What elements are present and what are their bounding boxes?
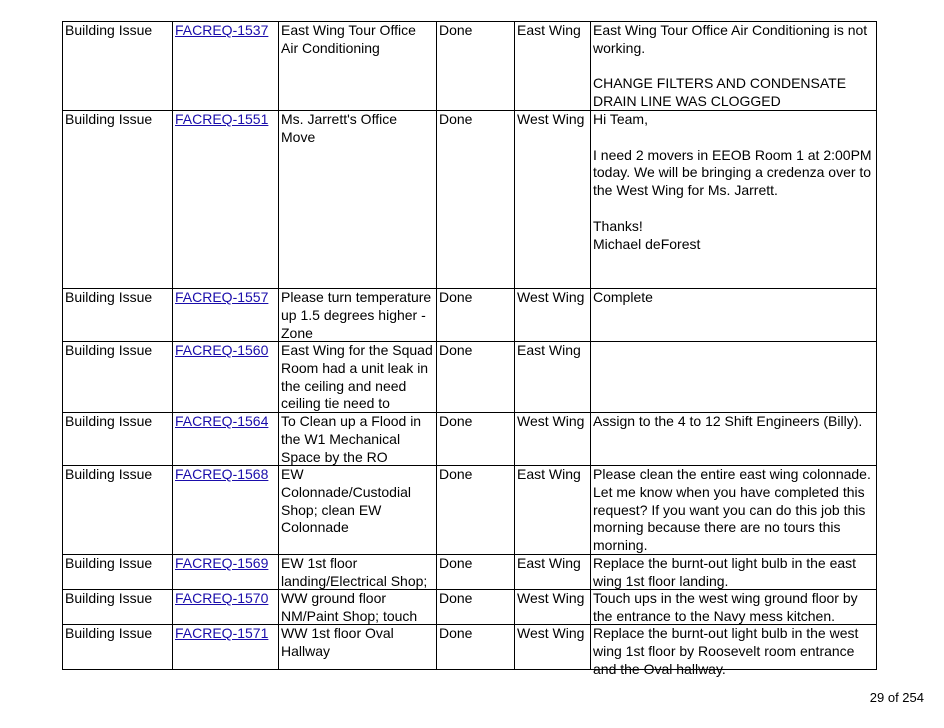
category-text-cell	[63, 289, 173, 342]
ticket-link-cell	[173, 413, 279, 466]
summary-text-cell	[279, 413, 437, 466]
ticket-link[interactable]: FACREQ-1564	[175, 413, 269, 429]
summary-text-cell	[279, 22, 437, 111]
description-cell	[591, 111, 877, 289]
location-text: West Wing	[517, 289, 585, 305]
status-text-cell	[437, 466, 515, 555]
description-line: Assign to the 4 to 12 Shift Engineers (Billy).	[593, 413, 863, 429]
ticket-link-cell	[173, 342, 279, 413]
summary-text-cell	[279, 466, 437, 555]
description-cell	[591, 625, 877, 677]
category-text: Building Issue	[65, 342, 153, 358]
description-line: East Wing Tour Office Air Conditioning is not working.	[593, 22, 868, 56]
description-line: Thanks!	[593, 217, 643, 234]
summary-text-cell	[279, 289, 437, 342]
table-row	[63, 111, 877, 289]
status-text: Done	[439, 342, 473, 358]
description-line: Touch ups in the west wing ground floor by the entrance to the Navy mess kitchen.	[593, 590, 858, 624]
ticket-link[interactable]: FACREQ-1557	[175, 289, 269, 305]
category-text: Building Issue	[65, 289, 153, 305]
ticket-link[interactable]: FACREQ-1551	[175, 111, 269, 127]
description-cell	[591, 289, 877, 342]
requests-table	[62, 21, 877, 677]
summary-text: To Clean up a Flood in the W1 Mechanical Space by the RO	[281, 413, 422, 465]
location-text-cell	[515, 466, 591, 555]
location-text-cell	[515, 555, 591, 590]
status-text: Done	[439, 625, 473, 641]
table-row	[63, 590, 877, 625]
category-text-cell	[63, 555, 173, 590]
summary-text: EW Colonnade/Custodial Shop; clean EW Colonnade	[281, 466, 411, 536]
table-row	[63, 625, 877, 670]
table-row	[63, 22, 877, 111]
ticket-link[interactable]: FACREQ-1571	[175, 625, 269, 641]
category-text-cell	[63, 342, 173, 413]
location-text: West Wing	[517, 413, 585, 429]
table-row	[63, 342, 877, 413]
status-text: Done	[439, 289, 473, 305]
table-row	[63, 466, 877, 555]
status-text-cell	[437, 625, 515, 670]
summary-text-cell	[279, 555, 437, 590]
summary-text: WW 1st floor Oval Hallway	[281, 625, 394, 659]
description-line: Michael deForest	[593, 235, 701, 252]
location-text-cell	[515, 22, 591, 111]
category-text: Building Issue	[65, 625, 153, 641]
status-text: Done	[439, 22, 473, 38]
location-text: West Wing	[517, 111, 585, 127]
summary-text-cell	[279, 625, 437, 670]
table-row	[63, 289, 877, 342]
ticket-link-cell	[173, 466, 279, 555]
status-text-cell	[437, 555, 515, 590]
category-text: Building Issue	[65, 466, 153, 482]
location-text-cell	[515, 413, 591, 466]
category-text-cell	[63, 466, 173, 555]
description-line: Replace the burnt-out light bulb in the west wing 1st floor by Roosevelt room entrance and the Oval hallway.	[593, 625, 859, 677]
summary-text-cell	[279, 342, 437, 413]
description-line: Hi Team,	[593, 111, 648, 127]
status-text-cell	[437, 413, 515, 466]
summary-text: Ms. Jarrett's Office Move	[281, 111, 397, 145]
location-text: East Wing	[517, 22, 581, 38]
ticket-link-cell	[173, 555, 279, 590]
location-text: West Wing	[517, 625, 585, 641]
ticket-link[interactable]: FACREQ-1537	[175, 22, 269, 38]
status-text-cell	[437, 289, 515, 342]
status-text-cell	[437, 22, 515, 111]
location-text: East Wing	[517, 555, 581, 571]
ticket-link-cell	[173, 590, 279, 625]
category-text-cell	[63, 22, 173, 111]
location-text-cell	[515, 625, 591, 670]
category-text: Building Issue	[65, 22, 153, 38]
description-line	[593, 200, 874, 218]
description-line	[593, 58, 874, 76]
location-text: East Wing	[517, 342, 581, 358]
status-text: Done	[439, 111, 473, 127]
category-text: Building Issue	[65, 111, 153, 127]
location-text-cell	[515, 289, 591, 342]
status-text: Done	[439, 590, 473, 606]
description-line: CHANGE FILTERS AND CONDENSATE DRAIN LINE WAS CLOGGED	[593, 75, 847, 110]
status-text: Done	[439, 466, 473, 482]
location-text-cell	[515, 342, 591, 413]
description-line: I need 2 movers in EEOB Room 1 at 2:00PM today. We will be bringing a credenza over to the West Wing for Ms. Jarrett.	[593, 146, 872, 199]
status-text-cell	[437, 111, 515, 289]
status-text-cell	[437, 590, 515, 625]
status-text: Done	[439, 413, 473, 429]
category-text-cell	[63, 111, 173, 289]
location-text: West Wing	[517, 590, 585, 606]
description-line: Replace the burnt-out light bulb in the east wing 1st floor landing.	[593, 555, 857, 589]
ticket-link[interactable]: FACREQ-1560	[175, 342, 269, 358]
description-cell	[591, 22, 877, 111]
summary-text-cell	[279, 590, 437, 625]
location-text-cell	[515, 590, 591, 625]
ticket-link-cell	[173, 111, 279, 289]
description-cell	[591, 466, 877, 555]
summary-text: WW ground floor NM/Paint Shop; touch	[281, 590, 418, 624]
description-cell	[591, 342, 877, 413]
location-text: East Wing	[517, 466, 581, 482]
summary-text-cell	[279, 111, 437, 289]
category-text: Building Issue	[65, 413, 153, 429]
table-row	[63, 555, 877, 590]
category-text-cell	[63, 590, 173, 625]
description-cell	[591, 555, 877, 590]
summary-text: EW 1st floor landing/Electrical Shop;	[281, 555, 428, 589]
ticket-link-cell	[173, 289, 279, 342]
ticket-link[interactable]: FACREQ-1570	[175, 590, 269, 606]
page-number: 29 of 254	[869, 690, 924, 705]
status-text-cell	[437, 342, 515, 413]
summary-text: East Wing for the Squad Room had a unit leak in the ceiling and need ceiling tie need to	[281, 342, 433, 412]
category-text-cell	[63, 625, 173, 670]
description-line	[593, 129, 874, 147]
description-cell	[591, 413, 877, 466]
ticket-link[interactable]: FACREQ-1569	[175, 555, 269, 571]
summary-text: Please turn temperature up 1.5 degrees higher - Zone	[281, 289, 432, 341]
table-row	[63, 413, 877, 466]
category-text: Building Issue	[65, 555, 153, 571]
description-cell	[591, 590, 877, 625]
description-line: Complete	[593, 289, 653, 305]
location-text-cell	[515, 111, 591, 289]
status-text: Done	[439, 555, 473, 571]
requests-table-body	[63, 22, 877, 677]
category-text-cell	[63, 413, 173, 466]
summary-text: East Wing Tour Office Air Conditioning	[281, 22, 416, 56]
category-text: Building Issue	[65, 590, 153, 606]
ticket-link-cell	[173, 22, 279, 111]
description-line: Please clean the entire east wing colonnade. Let me know when you have completed this request? If you want you can do this job this morning because there are no tours this morning.	[593, 466, 871, 554]
ticket-link-cell	[173, 625, 279, 670]
ticket-link[interactable]: FACREQ-1568	[175, 466, 269, 482]
